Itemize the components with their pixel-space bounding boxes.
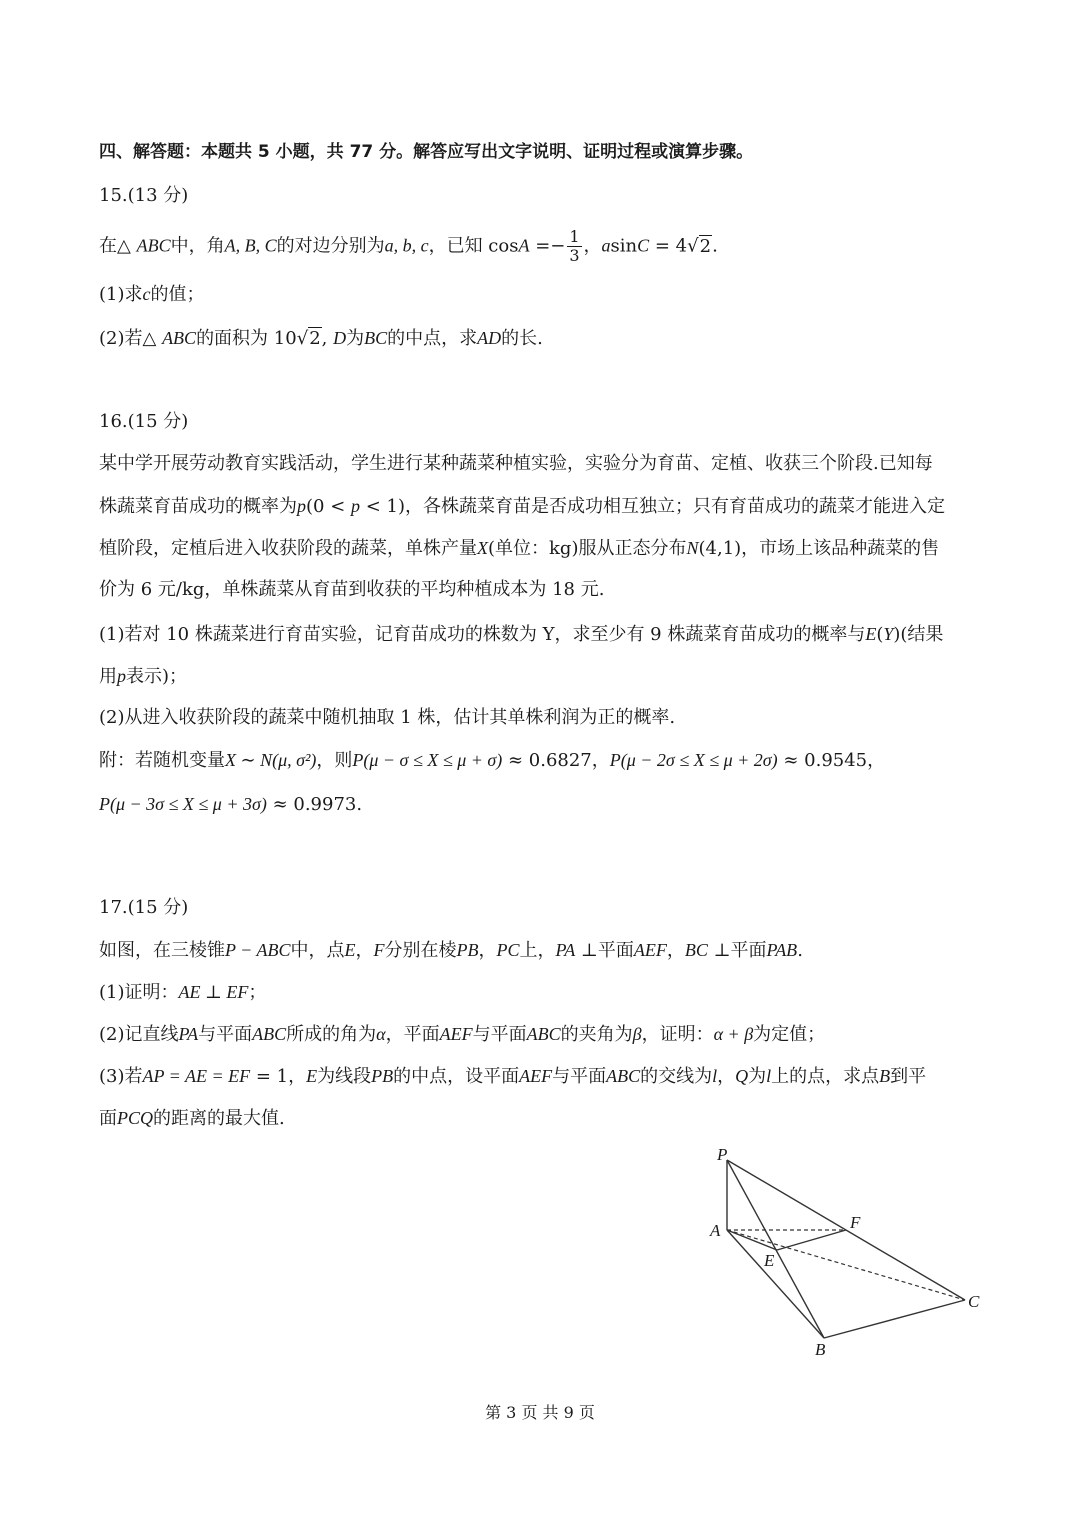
q17-part3-cont: 面PCQ的距离的最大值.: [99, 1108, 285, 1129]
edge-AB: [727, 1230, 824, 1338]
edge-AC-dashed: [727, 1230, 965, 1300]
fraction-one-third: $\frac{1}{3}$: [569, 227, 580, 265]
label-C: C: [968, 1292, 980, 1311]
q17-part1: (1)证明：AE ⊥ EF；: [99, 982, 267, 1003]
q17-title: 17.(15 分): [99, 897, 189, 918]
q16-title: 16.(15 分): [99, 411, 189, 432]
page-footer: 第 3 页 共 9 页: [485, 1403, 595, 1422]
label-P: P: [717, 1145, 728, 1164]
label-F: F: [850, 1213, 861, 1232]
q16-part1-cont: 用p表示)；: [99, 666, 188, 687]
section-header: 四、解答题：本题共 5 小题，共 77 分。解答应写出文字说明、证明过程或演算步骤。: [99, 142, 754, 162]
q15-statement: 在△ ABC中，角A, B, C的对边分别为a, b, c，已知 cosA =− $\frac{1}{3}$ ，asinC = 4√2.: [99, 227, 718, 265]
edge-BC: [824, 1300, 965, 1338]
q16-line1: 某中学开展劳动教育实践活动，学生进行某种蔬菜种植实验，实验分为育苗、定植、收获三个阶段.已知每: [99, 453, 933, 474]
pyramid-figure: [700, 1140, 1000, 1360]
q16-line3: 植阶段，定植后进入收获阶段的蔬菜，单株产量X(单位：kg)服从正态分布N(4,1)，市场上该品种蔬菜的售: [99, 538, 940, 559]
q17-statement: 如图，在三棱锥P − ABC中，点E，F分别在棱PB，PC上，PA ⊥平面AEF，BC ⊥平面PAB.: [99, 940, 803, 961]
label-A: A: [710, 1221, 721, 1240]
label-E: E: [764, 1251, 775, 1270]
q15-part2: (2)若△ ABC的面积为 10√2, D为BC的中点，求AD的长.: [99, 328, 543, 349]
q16-part2: (2)从进入收获阶段的蔬菜中随机抽取 1 株，估计其单株利润为正的概率.: [99, 707, 676, 728]
q16-appendix: 附：若随机变量X ∼ N(μ, σ²)，则P(μ − σ ≤ X ≤ μ + σ) ≈ 0.6827，P(μ − 2σ ≤ X ≤ μ + 2σ) ≈ 0.9545，: [99, 750, 886, 771]
q17-part3: (3)若AP = AE = EF = 1，E为线段PB的中点，设平面AEF与平面ABC的交线为l，Q为l上的点，求点B到平: [99, 1066, 927, 1087]
q16-part1: (1)若对 10 株蔬菜进行育苗实验，记育苗成功的株数为 Y，求至少有 9 株蔬菜育苗成功的概率与E(Y)(结果: [99, 624, 944, 645]
q15-part1: (1)求c的值；: [99, 284, 205, 305]
segment-AE: [727, 1230, 777, 1250]
segment-EF: [777, 1230, 846, 1250]
q16-appendix-cont: P(μ − 3σ ≤ X ≤ μ + 3σ) ≈ 0.9973.: [99, 794, 363, 815]
q15-title: 15.(13 分): [99, 185, 189, 206]
label-B: B: [815, 1340, 826, 1359]
q17-part2: (2)记直线PA与平面ABC所成的角为α，平面AEF与平面ABC的夹角为β，证明：α + β为定值；: [99, 1024, 826, 1045]
q16-line2: 株蔬菜育苗成功的概率为p(0 < p < 1)，各株蔬菜育苗是否成功相互独立；只有育苗成功的蔬菜才能进入定: [99, 496, 945, 517]
q16-line4: 价为 6 元/kg，单株蔬菜从育苗到收获的平均种植成本为 18 元.: [99, 579, 605, 600]
